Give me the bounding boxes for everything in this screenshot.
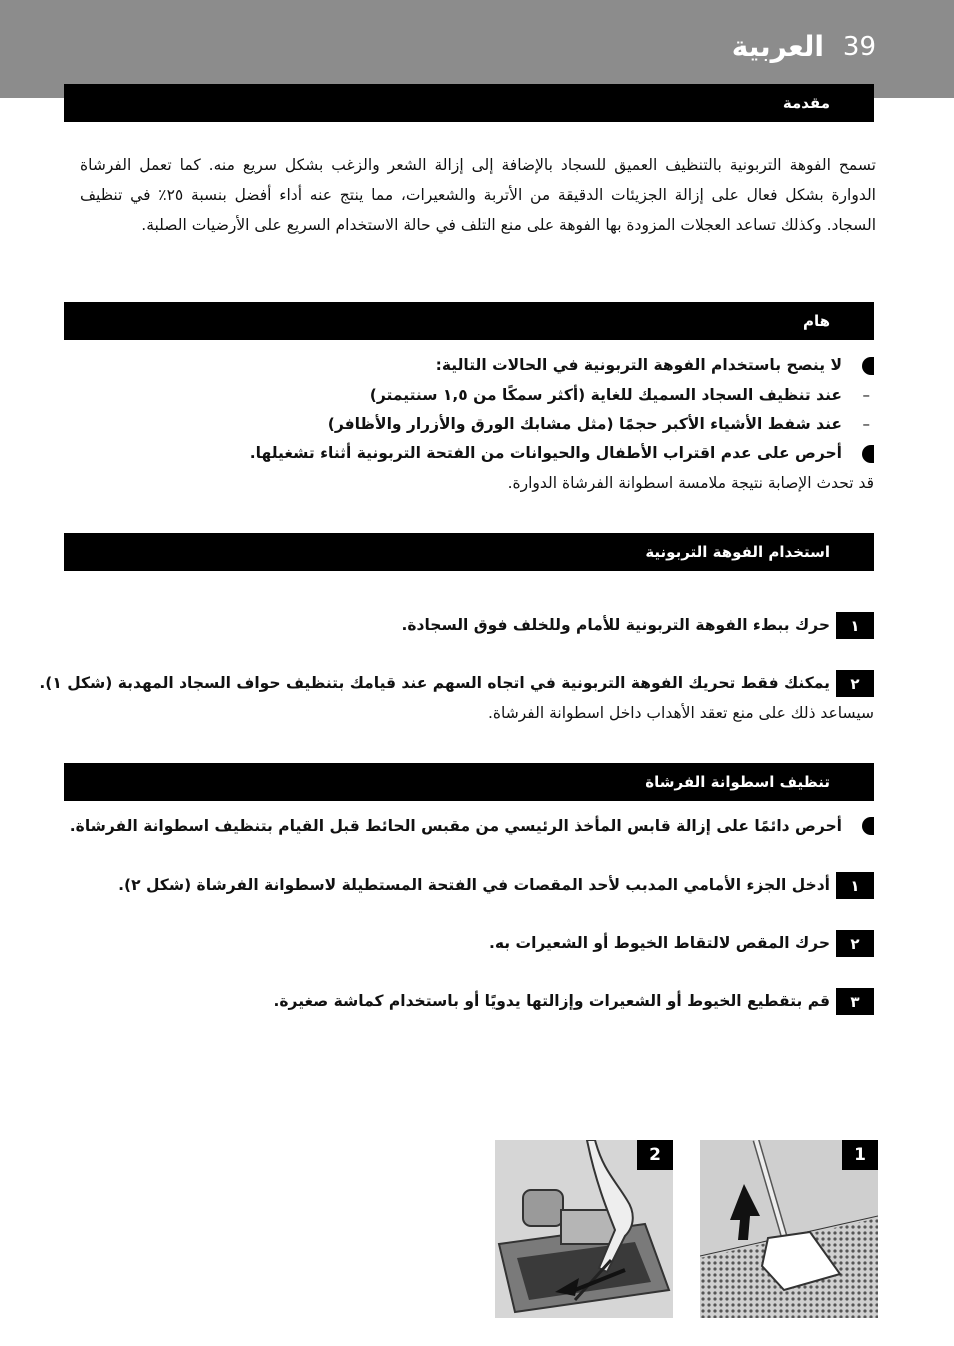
important-note: قد تحدث الإصابة نتيجة ملامسة اسطوانة الفرشاة الدوارة. xyxy=(507,474,874,492)
figure-2-label: 2 xyxy=(637,1140,673,1170)
cleaning-heading: تنظيف اسطوانة الفرشاة xyxy=(64,763,874,801)
usage-step-2: يمكنك فقط تحريك الفوهة التربونية في اتجاه السهم عند قيامك بتنظيف حواف السجاد المهدبة (شكل ١). xyxy=(39,674,830,692)
step-number: ٢ xyxy=(836,930,874,957)
important-sub-1: عند تنظيف السجاد السميك للغاية (أكثر سمكًا من ١,٥ سنتيمتر) xyxy=(369,386,842,404)
important-sub-2: عند شفط الأشياء الأكبر حجمًا (مثل مشابك الورق والأزرار والأظافر) xyxy=(327,415,842,433)
bullet-icon xyxy=(862,357,874,375)
intro-paragraph: تسمح الفوهة التربونية بالتنظيف العميق للسجاد بالإضافة إلى إزالة الشعر والزغب بشكل سريع منه. كما تعمل الفرشاة الدوارة بشكل فعال على إزالة الجزيئات الدقيقة من الأتربة والشعيرات، مما ينتج عنه أداء أفضل بنسبة ٢٥٪ في تنظيف السجاد. وكذلك تساعد العجلات المزودة بها الفوهة على منع التلف في حالة الاستخدام السريع على الأرضيات الصلبة. xyxy=(80,156,876,234)
cleaning-bullet: أحرص دائمًا على إزالة قابس المأخذ الرئيسي من مقبس الحائط قبل القيام بتنظيف اسطوانة الفرشاة. xyxy=(69,817,842,835)
important-bullet-1: لا ينصح باستخدام الفوهة التربونية في الحالات التالية: xyxy=(435,356,842,374)
figure-2-brush-cleaning xyxy=(495,1140,673,1318)
important-bullet-2: أحرص على عدم اقتراب الأطفال والحيوانات من الفتحة التربونية أثناء تشغيلها. xyxy=(249,444,842,462)
intro-heading: مقدمة xyxy=(64,84,874,122)
bullet-icon xyxy=(862,817,874,835)
cleaning-step-3: قم بتقطيع الخيوط أو الشعيرات وإزالتها يدويًا أو باستخدام كماشة صغيرة. xyxy=(273,992,830,1010)
language-title: العربية xyxy=(731,30,824,63)
usage-step-2-note: سيساعد ذلك على منع تعقد الأهداب داخل اسطوانة الفرشاة. xyxy=(487,704,874,722)
important-heading: هام xyxy=(64,302,874,340)
usage-step-1: حرك ببطء الفوهة التربونية للأمام وللخلف فوق السجادة. xyxy=(401,616,830,634)
step-number: ٢ xyxy=(836,670,874,697)
page-number: 39 xyxy=(842,32,876,62)
figure-1-label: 1 xyxy=(842,1140,878,1170)
cleaning-step-1: أدخل الجزء الأمامي المدبب لأحد المقصات في الفتحة المستطيلة لاسطوانة الفرشاة (شكل ٢). xyxy=(118,876,830,894)
step-number: ١ xyxy=(836,612,874,639)
figure-1-nozzle-on-carpet xyxy=(700,1140,878,1318)
step-number: ١ xyxy=(836,872,874,899)
bullet-icon xyxy=(862,445,874,463)
cleaning-step-2: حرك المقص لالتقاط الخيوط أو الشعيرات به. xyxy=(489,934,830,952)
dash-marker: – xyxy=(862,415,870,433)
step-number: ٣ xyxy=(836,988,874,1015)
usage-heading: استخدام الفوهة التربونية xyxy=(64,533,874,571)
dash-marker: – xyxy=(862,386,870,404)
